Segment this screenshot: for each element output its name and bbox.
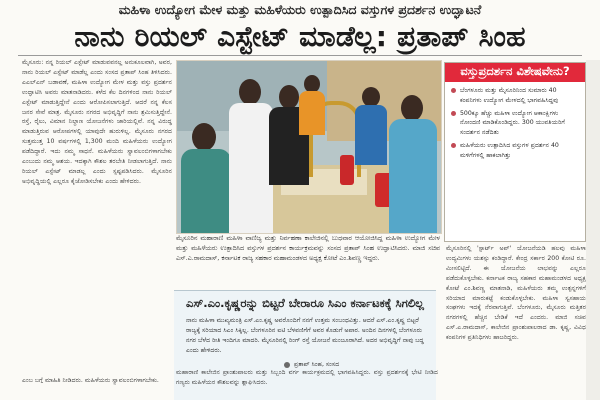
- headline-rule: [18, 55, 582, 56]
- info-sidebar: [444, 62, 586, 242]
- sidebar-item-text: ಮಹಿಳೆಯರು ಉತ್ಪಾದಿಸಿದ ವಸ್ತುಗಳ ಪ್ರದರ್ಶನ 40 ಮಳಿಗೆಗಳಲ್ಲಿ ಹಾಕಲಾಗಿತ್ತು: [460, 141, 559, 159]
- sidebar-item-text: 500ಕ್ಕೂ ಹೆಚ್ಚು ಮಹಿಳಾ ಉದ್ಯೋಗ ಆಕಾಂಕ್ಷಿಗಳು ನೋಂದಣಿ ಮಾಡಿಕೊಂಡಿದ್ದರು. 300 ಯುವತಿಯರಿಗೆ ಸಂದರ್ಶನ ನಡೆದಿತು: [460, 109, 565, 137]
- left-column-text: ಮೈಸೂರು: ನನ್ನ ರಿಯಲ್ ಎಸ್ಟೇಟ್ ಮಾಡುವವನಲ್ಲ ಅನುಕೂಲವಾಗಿ, ಅವರ, ನಾನು ರಿಯಲ್ ಎಸ್ಟೇಟ್ ಮಾಡೆಲ್ಲ ಎಂದು ಸಂಸದ ಪ್ರತಾಪ್ ಸಿಂಹ ತಿಳಿಸಿದರು. ಎಎಲ್‌ಎನ್ ಬಡಾವಣೆ, ಮಹಿಳಾ ಉದ್ಯೋಗ ಮೇಳ ಮತ್ತು ವಸ್ತು ಪ್ರದರ್ಶನ ಉದ್ಘಾಟಿಸಿ ಅವರು ಮಾತನಾಡಿದರು. ಕಳೆದ ಕೆಲ ದಿನಗಳಿಂದ ನಾನು ರಿಯಲ್ ಎಸ್ಟೇಟ್ ಮಾಡುತ್ತಿದ್ದೇನೆ ಎಂದು ಆರೋಪಿಸಲಾಗುತ್ತಿದೆ. ಆದರೆ ನನ್ನ ಕೆಲಸ ಜನರ ಸೇವೆ ಮಾತ್ರ. ಮೈಸೂರು ನಗರದ ಅಭಿವೃದ್ಧಿಗೆ ನಾನು ಶ್ರಮಿಸುತ್ತಿದ್ದೇನೆ. ರಸ್ತೆ, ರೈಲು, ವಿಮಾನ ನಿಲ್ದಾಣ ಯೋಜನೆಗಳು ಜಾರಿಯಲ್ಲಿವೆ. ನನ್ನ ವಿರುದ್ಧ ಮಾಡುತ್ತಿರುವ ಆರೋಪಗಳಲ್ಲಿ ಯಾವುದೇ ಹುರುಳಿಲ್ಲ. ಮೈಸೂರು ನಗರದ ಸುತ್ತಮುತ್ತ 10 ವರ್ಷಗಳಲ್ಲಿ 1,300 ಮಂದಿ ಮಹಿಳೆಯರು ಉದ್ಯೋಗ ಪಡೆದಿದ್ದಾರೆ. ಇದು ನಮ್ಮ ಸಾಧನೆ. ಮಹಿಳೆಯರು ಸ್ವಾವಲಂಬಿಗಳಾಗಬೇಕು ಎಂಬುದು ನಮ್ಮ ಆಶಯ. ಇದಕ್ಕಾಗಿ ಕೌಶಲ ತರಬೇತಿ ನೀಡಲಾಗುತ್ತಿದೆ. ನಾನು ರಿಯಲ್ ಎಸ್ಟೇಟ್ ಮಾಡಲ್ಲ ಎಂದು ಸ್ಪಷ್ಟಪಡಿಸಿದರು. ಮೈಸೂರಿನ ಅಭಿವೃದ್ಧಿಯಲ್ಲಿ ಎಲ್ಲರೂ ಕೈಜೋಡಿಸಬೇಕು ಎಂದು ಹೇಳಿದರು.: [22, 59, 172, 185]
- bottom-left-text: ಎಂಬ ಬಗ್ಗೆ ಮಾಹಿತಿ ನೀಡಿದರು. ಮಹಿಳೆಯರು ಸ್ವಾವಲಂಬಿಗಳಾಗಬೇಕು.: [22, 377, 159, 384]
- photo-caption: ಮೈಸೂರಿನ ಮಹಾರಾಣಿ ಮಹಿಳಾ ವಾಣಿಜ್ಯ ಮತ್ತು ನಿರ್ವಹಣಾ ಕಾಲೇಜಿನಲ್ಲಿ ಬುಧವಾರ ಆಯೋಜಿಸಿದ್ದ ಮಹಿಳಾ ಉದ್ಯೋಗ ಮೇಳ ಮತ್ತು ಮಹಿಳೆಯರು ಉತ್ಪಾದಿಸಿದ ವಸ್ತುಗಳ ಪ್ರದರ್ಶನ ಕಾರ್ಯಕ್ರಮವನ್ನು ಸಂಸದ ಪ್ರತಾಪ್ ಸಿಂಹ ಉದ್ಘಾಟಿಸಿದರು. ಮಾಜಿ ಸಚಿವ ಎಸ್.ಎ.ರಾಮದಾಸ್, ಕರ್ನಾಟಕ ರಾಜ್ಯ ಸಹಕಾರ ಮಹಾಮಂಡಳದ ಅಧ್ಯಕ್ಷ ಕೋಟೆ ಎಂ.ಶಿವಣ್ಣ ಇದ್ದರು.: [176, 234, 440, 262]
- sidebar-item: [451, 86, 579, 106]
- article-headline: ನಾನು ರಿಯಲ್ ಎಸ್ಟೇಟ್ ಮಾಡೆಲ್ಲ: ಪ್ರತಾಪ್ ಸಿಂಹ: [74, 20, 526, 53]
- signoff-text: ಪ್ರತಾಪ್ ಸಿಂಹ, ಸಂಸದ: [294, 361, 340, 368]
- sidebar-item-text: ಬೆಂಗಳೂರು ಮತ್ತು ಮೈಸೂರಿನಿಂದ ಸುಮಾರು 40 ಕಂಪನಿಗಳು ಉದ್ಯೋಗ ಮೇಳದಲ್ಲಿ ಭಾಗವಹಿಸಿದ್ದವು: [460, 87, 559, 104]
- event-photo: [176, 60, 442, 234]
- sub-story-headline: ಎಸ್.ಎಂ.ಕೃಷ್ಣರನ್ನು ಬಿಟ್ಟರೆ ಬೇರಾರೂ ಸಿಎಂ ಕರ್ನಾಟಕಕ್ಕೆ ಸಿಗಲಿಲ್ಲ: [186, 296, 424, 310]
- sidebar-item: [451, 109, 579, 138]
- adjacent-page-strip: [586, 60, 600, 400]
- sidebar-title: ವಸ್ತುಪ್ರದರ್ಶನ ವಿಶೇಷವೇನು?: [445, 63, 585, 82]
- sidebar-list: [445, 82, 585, 161]
- bottom-middle-text: ಮಹಾರಾಣಿ ಕಾಲೇಜಿನ ಪ್ರಾಂಶುಪಾಲರು ಮತ್ತು ಸಿಬ್ಬಂದಿ ವರ್ಗ ಕಾರ್ಯಕ್ರಮದಲ್ಲಿ ಭಾಗವಹಿಸಿದ್ದರು. ವಸ್ತು ಪ್ರದರ್ಶನಕ್ಕೆ ಭೇಟಿ ನೀಡಿದ ಗಣ್ಯರು ಮಹಿಳೆಯರ ಕೌಶಲವನ್ನು ಶ್ಲಾಘಿಸಿದರು.: [176, 369, 438, 386]
- right-column-text: ಮೈಸೂರಿನಲ್ಲಿ 'ಸ್ಟಾರ್ಟ್ ಅಪ್' ಯೋಜನೆಯಡಿ ಹಲವು ಮಹಿಳಾ ಉದ್ಯಮಿಗಳು ಯಶಸ್ಸು ಕಂಡಿದ್ದಾರೆ. ಕೇಂದ್ರ ಸರ್ಕಾರ 200 ಕೋಟಿ ರೂ. ಮೀಸಲಿಟ್ಟಿದೆ. ಈ ಯೋಜನೆಯ ಲಾಭವನ್ನು ಎಲ್ಲರೂ ಪಡೆದುಕೊಳ್ಳಬೇಕು. ಕರ್ನಾಟಕ ರಾಜ್ಯ ಸಹಕಾರ ಮಹಾಮಂಡಳದ ಅಧ್ಯಕ್ಷ ಕೋಟೆ ಎಂ.ಶಿವಣ್ಣ ಮಾತನಾಡಿ, ಮಹಿಳೆಯರು ತಮ್ಮ ಉತ್ಪನ್ನಗಳಿಗೆ ಸರಿಯಾದ ಮಾರುಕಟ್ಟೆ ಕಂಡುಕೊಳ್ಳಬೇಕು. ಮಹಿಳಾ ಸ್ವಸಹಾಯ ಸಂಘಗಳು ಇದಕ್ಕೆ ನೆರವಾಗುತ್ತಿವೆ. ಬೆಂಗಳೂರು, ಮೈಸೂರು ಮತ್ತಿತರ ನಗರಗಳಲ್ಲಿ ಹೆಚ್ಚಿನ ಬೇಡಿಕೆ ಇದೆ ಎಂದರು. ಮಾಜಿ ಸಚಿವ ಎಸ್.ಎ.ರಾಮದಾಸ್, ಕಾಲೇಜಿನ ಪ್ರಾಂಶುಪಾಲರಾದ ಡಾ. ಕೃಷ್ಣ, ವಿವಿಧ ಕಂಪನಿಗಳ ಪ್ರತಿನಿಧಿಗಳು ಹಾಜರಿದ್ದರು.: [446, 245, 586, 342]
- bullet-icon: [451, 88, 456, 93]
- bullet-icon: [451, 143, 456, 148]
- bullet-icon: [451, 111, 456, 116]
- article-kicker: ಮಹಿಳಾ ಉದ್ಯೋಗ ಮೇಳ ಮತ್ತು ಮಹಿಳೆಯರು ಉತ್ಪಾದಿಸಿದ ವಸ್ತುಗಳ ಪ್ರದರ್ಶನ ಉದ್ಘಾಟನೆ: [118, 2, 482, 17]
- sidebar-item: [451, 141, 579, 161]
- sub-story-body: ನಾನು ಮಹಿಳಾ ಮುಖ್ಯಮಂತ್ರಿ ಎಸ್.ಎಂ.ಕೃಷ್ಣ ಅವರೊಂದಿಗೆ ನನಗೆ ಉತ್ತಮ ಸಂಬಂಧವಿತ್ತು. ಆದರೆ ಎಸ್.ಎಂ.ಕೃಷ್ಣ ಬಿಟ್ಟರೆ ರಾಜ್ಯಕ್ಕೆ ಸರಿಯಾದ ಸಿಎಂ ಸಿಕ್ಕಿಲ್ಲ. ಬೆಂಗಳೂರಿನ ಐಟಿ ಬೆಳವಣಿಗೆಗೆ ಅವರ ಕೊಡುಗೆ ಅಪಾರ. ಅಂದಿನ ದಿನಗಳಲ್ಲಿ ಬೆಂಗಳೂರು ನಗರ ಬೆಳೆದ ರೀತಿ ಇಂದಿಗೂ ಮಾದರಿ. ಮೈಸೂರಿನಲ್ಲಿ ರಿಂಗ್ ರಸ್ತೆ ಯೋಜನೆ ಮಂಜೂರಾಗಿದೆ. ಅದರ ಅಭಿವೃದ್ಧಿಗೆ ನಾವು ಬದ್ಧ ಎಂದು ಹೇಳಿದರು.: [186, 317, 424, 354]
